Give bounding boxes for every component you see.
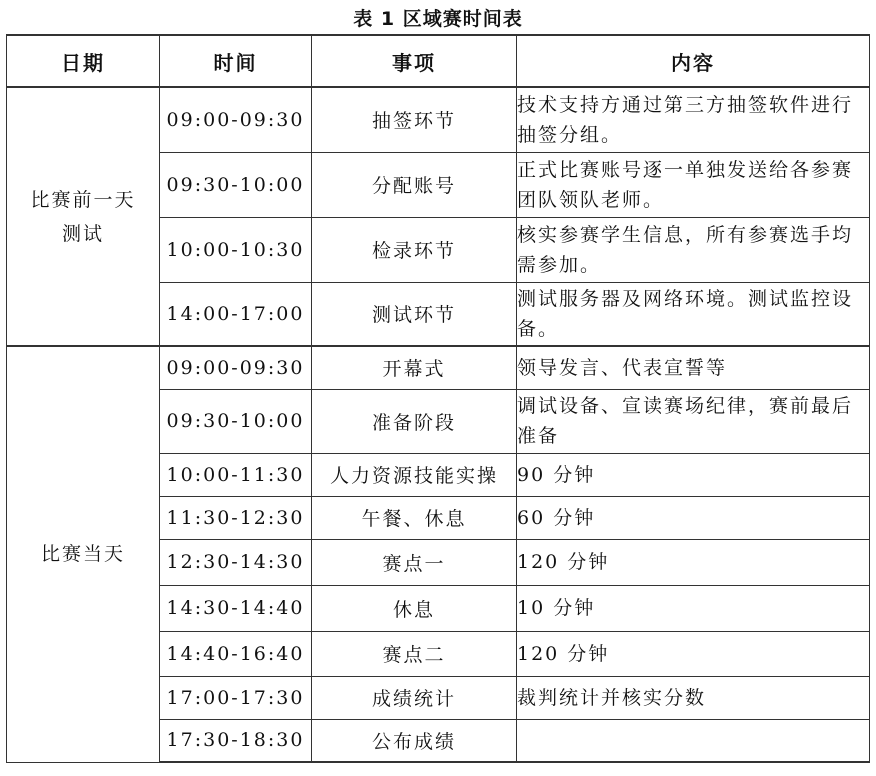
content-cell: 技术支持方通过第三方抽签软件进行抽签分组。 bbox=[517, 87, 870, 152]
time-cell: 14:30-14:40 bbox=[160, 585, 312, 631]
content-cell: 120 分钟 bbox=[517, 539, 870, 585]
time-cell: 09:30-10:00 bbox=[160, 389, 312, 453]
date-cell-competition-day bbox=[7, 346, 160, 762]
time-cell: 12:30-14:30 bbox=[160, 539, 312, 585]
table-row bbox=[7, 346, 870, 389]
time-cell: 09:00-09:30 bbox=[160, 346, 312, 389]
content-cell: 调试设备、宣读赛场纪律，赛前最后准备 bbox=[517, 389, 870, 453]
item-cell: 开幕式 bbox=[312, 346, 517, 389]
item-cell: 赛点一 bbox=[312, 539, 517, 585]
content-cell: 核实参赛学生信息，所有参赛选手均需参加。 bbox=[517, 217, 870, 282]
content-cell: 90 分钟 bbox=[517, 453, 870, 496]
time-cell: 14:00-17:00 bbox=[160, 282, 312, 346]
header-time: 时间 bbox=[160, 35, 312, 87]
content-cell: 领导发言、代表宣誓等 bbox=[517, 346, 870, 389]
item-cell: 成绩统计 bbox=[312, 676, 517, 719]
header-content: 内容 bbox=[517, 35, 870, 87]
schedule-table bbox=[6, 34, 870, 763]
item-cell: 午餐、休息 bbox=[312, 496, 517, 539]
time-cell: 11:30-12:30 bbox=[160, 496, 312, 539]
item-cell: 分配账号 bbox=[312, 152, 517, 217]
date-label-line1: 比赛当天 bbox=[40, 543, 125, 566]
time-cell: 09:00-09:30 bbox=[160, 87, 312, 152]
date-cell-pre-day bbox=[7, 87, 160, 346]
time-cell: 09:30-10:00 bbox=[160, 152, 312, 217]
header-item: 事项 bbox=[312, 35, 517, 87]
table-row bbox=[7, 87, 870, 152]
item-cell: 抽签环节 bbox=[312, 87, 517, 152]
item-cell: 公布成绩 bbox=[312, 719, 517, 762]
time-cell: 10:00-10:30 bbox=[160, 217, 312, 282]
item-cell: 人力资源技能实操 bbox=[312, 453, 517, 496]
item-cell: 休息 bbox=[312, 585, 517, 631]
time-cell: 10:00-11:30 bbox=[160, 453, 312, 496]
content-cell: 正式比赛账号逐一单独发送给各参赛团队领队老师。 bbox=[517, 152, 870, 217]
time-cell: 17:30-18:30 bbox=[160, 719, 312, 762]
content-cell: 测试服务器及网络环境。测试监控设备。 bbox=[517, 282, 870, 346]
item-cell: 赛点二 bbox=[312, 631, 517, 676]
item-cell: 准备阶段 bbox=[312, 389, 517, 453]
content-cell: 10 分钟 bbox=[517, 585, 870, 631]
content-cell: 裁判统计并核实分数 bbox=[517, 676, 870, 719]
content-cell: 60 分钟 bbox=[517, 496, 870, 539]
content-cell: 120 分钟 bbox=[517, 631, 870, 676]
time-cell: 17:00-17:30 bbox=[160, 676, 312, 719]
content-cell bbox=[517, 719, 870, 762]
header-row bbox=[7, 35, 870, 87]
time-cell: 14:40-16:40 bbox=[160, 631, 312, 676]
header-date: 日期 bbox=[7, 35, 160, 87]
item-cell: 检录环节 bbox=[312, 217, 517, 282]
date-label-line1: 比赛前一天 bbox=[30, 188, 136, 211]
date-label-line2: 测试 bbox=[61, 222, 104, 245]
item-cell: 测试环节 bbox=[312, 282, 517, 346]
table-caption: 表 1 区域赛时间表 bbox=[353, 8, 523, 30]
